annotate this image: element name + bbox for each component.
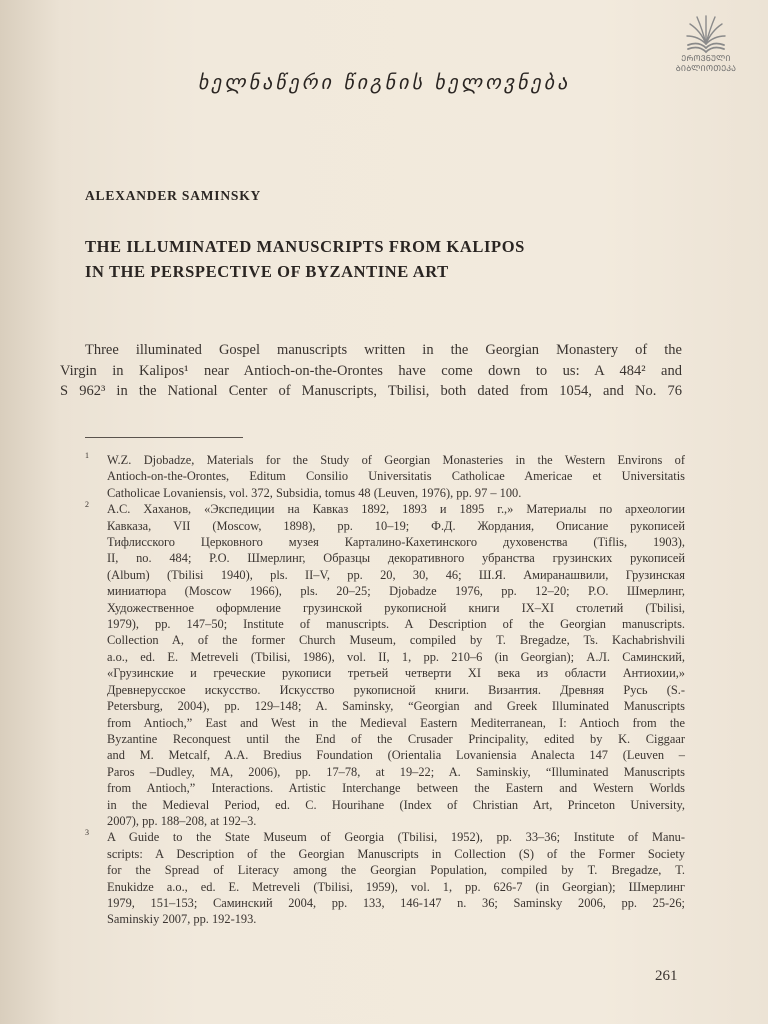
footnote-line: a.o., ed. E. Metreveli (Tbilisi, 1986), vol. II, 1, pp. 210–6 (in Georgian); А.Л. Саминский, <box>107 649 685 664</box>
footnote <box>85 452 685 501</box>
footnote-line: 1979), pp. 147–50; Institute of manuscripts. A Description of the Georgian manuscripts. <box>107 617 685 632</box>
footnote-line: W.Z. Djobadze, Materials for the Study of Georgian Monasteries in the Western Environs of <box>107 453 685 467</box>
footnote-line: II, no. 484; Р.О. Шмерлинг, Образцы декоративного убранства грузинских рукописей <box>107 551 685 566</box>
logo-text-line-1: ᲔᲠᲝᲕᲜᲣᲚᲘ <box>681 54 731 63</box>
footnote-line: in the Medieval Period, ed. C. Hourihane (Index of Christian Art, Princeton University, <box>107 797 685 812</box>
footnote-line: А.С. Хаханов, «Экспедиции на Кавказ 1892, 1893 и 1895 г.,» Материалы по археологии <box>107 502 685 517</box>
footnote-line: «Грузинские и греческие рукописи третьей четверти XI века из области Антиохии,» <box>107 666 685 681</box>
footnote-line: Enukidze a.o., ed. E. Metreveli (Tbilisi, 1959), vol. 1, pp. 626-7 (in Georgian); Шмерлинг <box>107 879 685 894</box>
title-line: IN THE PERSPECTIVE OF BYZANTINE ART <box>85 262 449 281</box>
book-tree-icon <box>684 14 728 54</box>
footnote-line: Antioch-on-the-Orontes, Editum Consilio Universitatis Catholicae Americae et Universitatis <box>107 469 685 484</box>
footnote-line: Тифлисского Церковного музея Карталино-Кахетинского духовенства (Tiflis, 1903), <box>107 535 685 550</box>
footnote-line: from Antioch,” East and West in the Medieval Eastern Mediterranean, I: Antioch from the <box>107 715 685 730</box>
footnote-line: Saminskiy 2007, pp. 192-193. <box>107 912 257 927</box>
footnote-line: 2007), pp. 188–208, at 192–3. <box>107 813 257 828</box>
footnote-line: Древнерусское искусство. Искусство рукописной книги. Византия. Древняя Русь (S.- <box>107 682 685 697</box>
footnote-line: A Guide to the State Museum of Georgia (Tbilisi, 1952), pp. 33–36; Institute of Manu- <box>107 830 685 845</box>
footnote-line: Collection A, of the former Church Museum, compiled by T. Bregadze, Ts. Kachabrishvili <box>107 633 685 648</box>
footnote-line: from Antioch,” Interactions. Artistic Interchange between the Eastern and Western Worlds <box>107 781 685 796</box>
footnote-line: 1979, 151–153; Саминский 2004, pp. 133, 146-147 n. 36; Saminsky 2006, pp. 25-26; <box>107 895 685 910</box>
footnote-line: scripts: A Description of the Georgian Manuscripts in Collection (S) of the Former Society <box>107 846 685 861</box>
footnote-line: for the Spread of Literacy among the Georgian Population, compiled by T. Bregadze, T. <box>107 863 685 878</box>
title-line: THE ILLUMINATED MANUSCRIPTS FROM KALIPOS <box>85 237 525 256</box>
footnote-number: 1 <box>85 451 89 460</box>
running-header: ხელნაწერი წიგნის ხელოვნება <box>197 70 571 94</box>
body-paragraph <box>60 340 682 402</box>
footnote-separator <box>85 437 243 438</box>
footnote-line: Художественное оформление грузинской рукописной книги IX–XI столетий (Tbilisi, <box>107 600 685 615</box>
footnote-line: Byzantine Reconquest until the End of the Crusader Principality, edited by K. Ciggaar <box>107 731 685 746</box>
body-line: S 962³ in the National Center of Manuscripts, Tbilisi, both dated from 1054, and No. 76 <box>60 383 682 399</box>
footnote-number: 3 <box>85 828 89 838</box>
footnote-line: Catholicae Lovaniensis, vol. 372, Subsidia, tomus 48 (Leuven, 1976), pp. 97 – 100. <box>107 485 522 500</box>
footnote-line: Кавказа, VII (Moscow, 1898), pp. 10–19; Ф.Д. Жордания, Описание рукописей <box>107 518 685 533</box>
body-line: Three illuminated Gospel manuscripts written in the Georgian Monastery of the <box>85 342 682 358</box>
footnotes <box>85 452 685 928</box>
footnote-line: and M. Metcalf, A.A. Bredius Foundation (Orientalia Lovaniensia Analecta 147 (Leuven – <box>107 748 685 763</box>
footnote-line: Paros –Dudley, MA, 2006), pp. 17–78, at 19–22; A. Saminskiy, “Illuminated Manuscripts <box>107 764 685 779</box>
author-name: ALEXANDER SAMINSKY <box>85 188 262 203</box>
footnote-line: (Album) (Tbilisi 1940), pls. II–V, pp. 20, 30, 46; Ш.Я. Амиранашвили, Грузинская <box>107 567 685 582</box>
footnote <box>85 829 685 927</box>
page-number: 261 <box>655 968 678 984</box>
article-title <box>85 234 705 284</box>
footnote-line: Petersburg, 2004), pp. 129–148; A. Saminsky, “Georgian and Greek Illuminated Manuscripts <box>107 699 685 714</box>
footnote-number: 2 <box>85 500 89 510</box>
footnote <box>85 501 685 829</box>
body-line: Virgin in Kalipos¹ near Antioch-on-the-Orontes have come down to us: A 484² and <box>60 362 682 379</box>
footnote-line: миниатюра (Moscow 1966), pls. 20–25; Djobadze 1976, pp. 12–20; Р.О. Шмерлинг, <box>107 584 685 599</box>
logo-text-line-2: ᲑᲘᲑᲚᲘᲝᲗᲔᲙᲐ <box>675 64 737 73</box>
